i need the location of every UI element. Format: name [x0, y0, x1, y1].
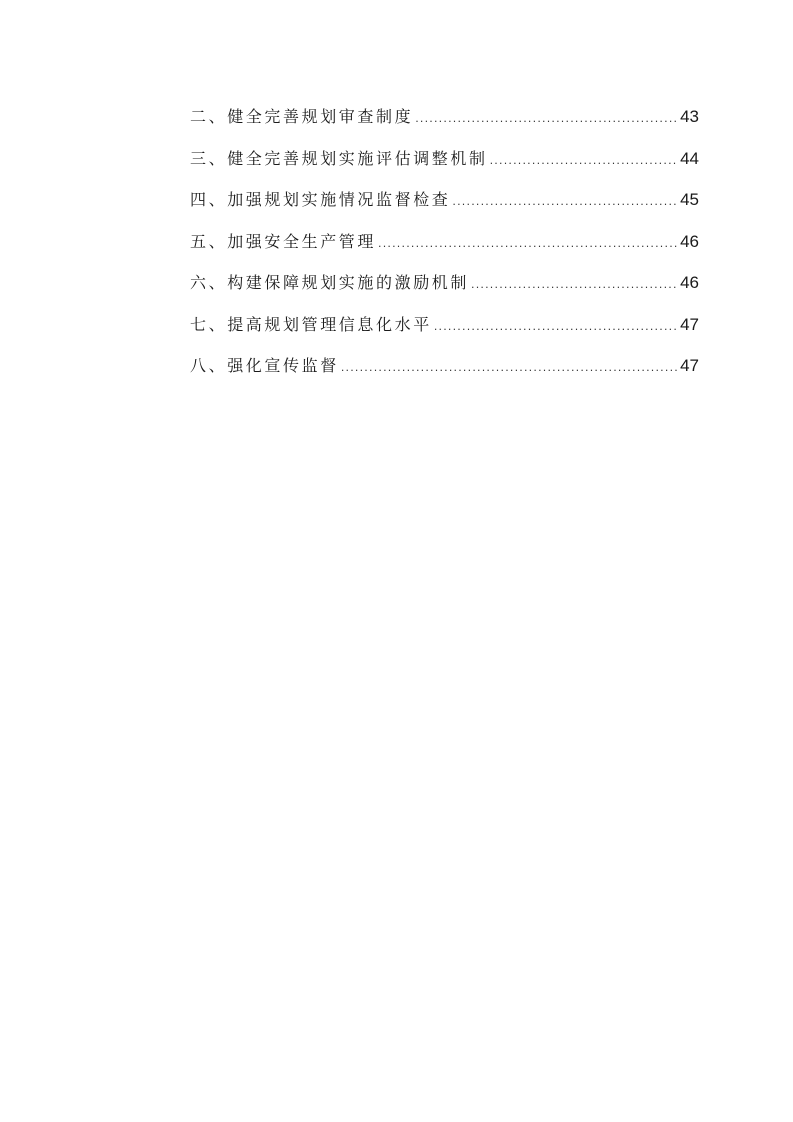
- toc-entry-title: 六、构建保障规划实施的激励机制: [190, 273, 470, 292]
- toc-page-number: 44: [680, 148, 699, 168]
- toc-entry[interactable]: [190, 352, 699, 394]
- toc-entry[interactable]: [190, 311, 699, 353]
- toc-dot-leader: [471, 271, 678, 299]
- toc-page-number: 47: [680, 314, 699, 334]
- toc-entry-title: 四、加强规划实施情况监督检查: [190, 190, 451, 209]
- toc-page-number: 46: [680, 231, 699, 251]
- toc-entry-title: 八、强化宣传监督: [190, 356, 339, 375]
- toc-dot-leader: [415, 105, 678, 133]
- toc-entry[interactable]: [190, 103, 699, 145]
- toc-page-number: 45: [680, 190, 699, 209]
- toc-dot-leader: [490, 147, 678, 175]
- toc-dot-leader: [452, 188, 678, 216]
- toc-entry-title: 二、健全完善规划审查制度: [190, 107, 414, 126]
- toc-page-number: 46: [680, 273, 699, 292]
- toc-page-number: 43: [680, 107, 699, 126]
- toc-entry-title: 五、加强安全生产管理: [190, 231, 377, 251]
- toc-dot-leader: [378, 230, 678, 258]
- toc-entry[interactable]: [190, 145, 699, 187]
- table-of-contents: [190, 103, 699, 394]
- toc-entry[interactable]: [190, 228, 699, 270]
- toc-entry-title: 七、提高规划管理信息化水平: [190, 314, 432, 334]
- toc-entry[interactable]: [190, 269, 699, 311]
- toc-dot-leader: [341, 354, 678, 382]
- toc-dot-leader: [434, 313, 678, 341]
- toc-entry-title: 三、健全完善规划实施评估调整机制: [190, 148, 488, 168]
- toc-entry[interactable]: [190, 186, 699, 228]
- toc-page-number: 47: [680, 356, 699, 375]
